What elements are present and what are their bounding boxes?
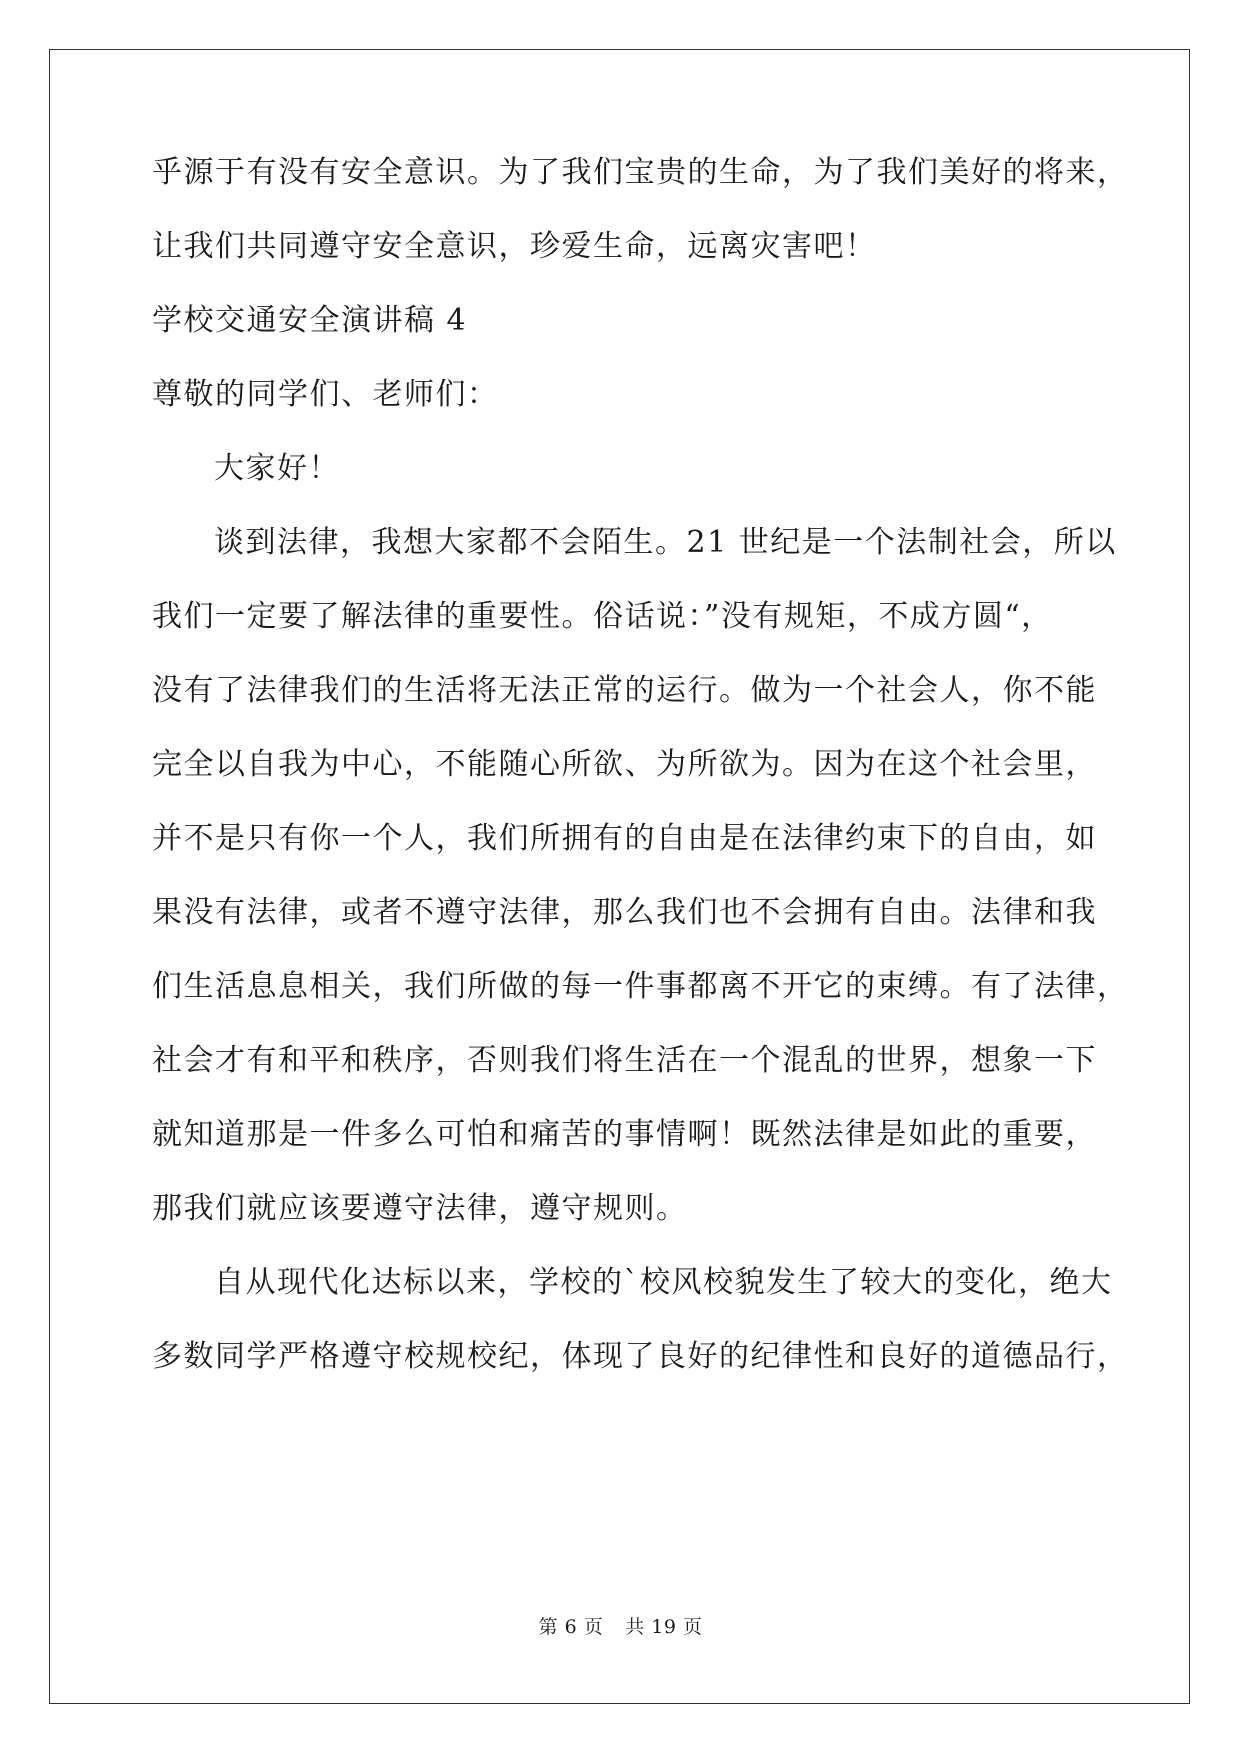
body-text-line: 多数同学严格遵守校规校纪，体现了良好的纪律性和良好的道德品行， (152, 1339, 1129, 1374)
page-total: 共 19 页 (625, 1616, 703, 1638)
body-text-line: 们生活息息相关，我们所做的每一件事都离不开它的束缚。有了法律， (152, 969, 1129, 1004)
greeting: 大家好！ (214, 451, 340, 486)
page-number: 第 6 页 (538, 1616, 604, 1638)
body-text-line: 没有了法律我们的生活将无法正常的运行。做为一个社会人，你不能 (152, 673, 1097, 708)
body-text-line: 社会才有和平和秩序，否则我们将生活在一个混乱的世界，想象一下 (152, 1043, 1097, 1078)
body-text-line: 果没有法律，或者不遵守法律，那么我们也不会拥有自由。法律和我 (152, 895, 1097, 930)
body-text-line: 并不是只有你一个人，我们所拥有的自由是在法律约束下的自由，如 (152, 821, 1097, 856)
body-text-line: 就知道那是一件多么可怕和痛苦的事情啊！既然法律是如此的重要， (152, 1117, 1097, 1152)
body-text-line: 完全以自我为中心，不能随心所欲、为所欲为。因为在这个社会里， (152, 747, 1097, 782)
page-border (49, 49, 1190, 1704)
section-heading: 学校交通安全演讲稿 4 (152, 303, 468, 338)
paragraph-first-line: 自从现代化达标以来，学校的`校风校貌发生了较大的变化，绝大 (214, 1265, 1113, 1300)
body-text-line: 让我们共同遵守安全意识，珍爱生命，远离灾害吧！ (152, 229, 877, 264)
salutation: 尊敬的同学们、老师们： (152, 377, 499, 412)
body-text-line: 我们一定要了解法律的重要性。俗话说：”没有规矩，不成方圆“， (152, 599, 1053, 634)
paragraph-first-line: 谈到法律，我想大家都不会陌生。21 世纪是一个法制社会，所以 (214, 525, 1117, 560)
page-footer (0, 1615, 1241, 1639)
body-text-line: 乎源于有没有安全意识。为了我们宝贵的生命，为了我们美好的将来， (152, 155, 1129, 190)
body-text-line: 那我们就应该要遵守法律，遵守规则。 (152, 1191, 688, 1226)
